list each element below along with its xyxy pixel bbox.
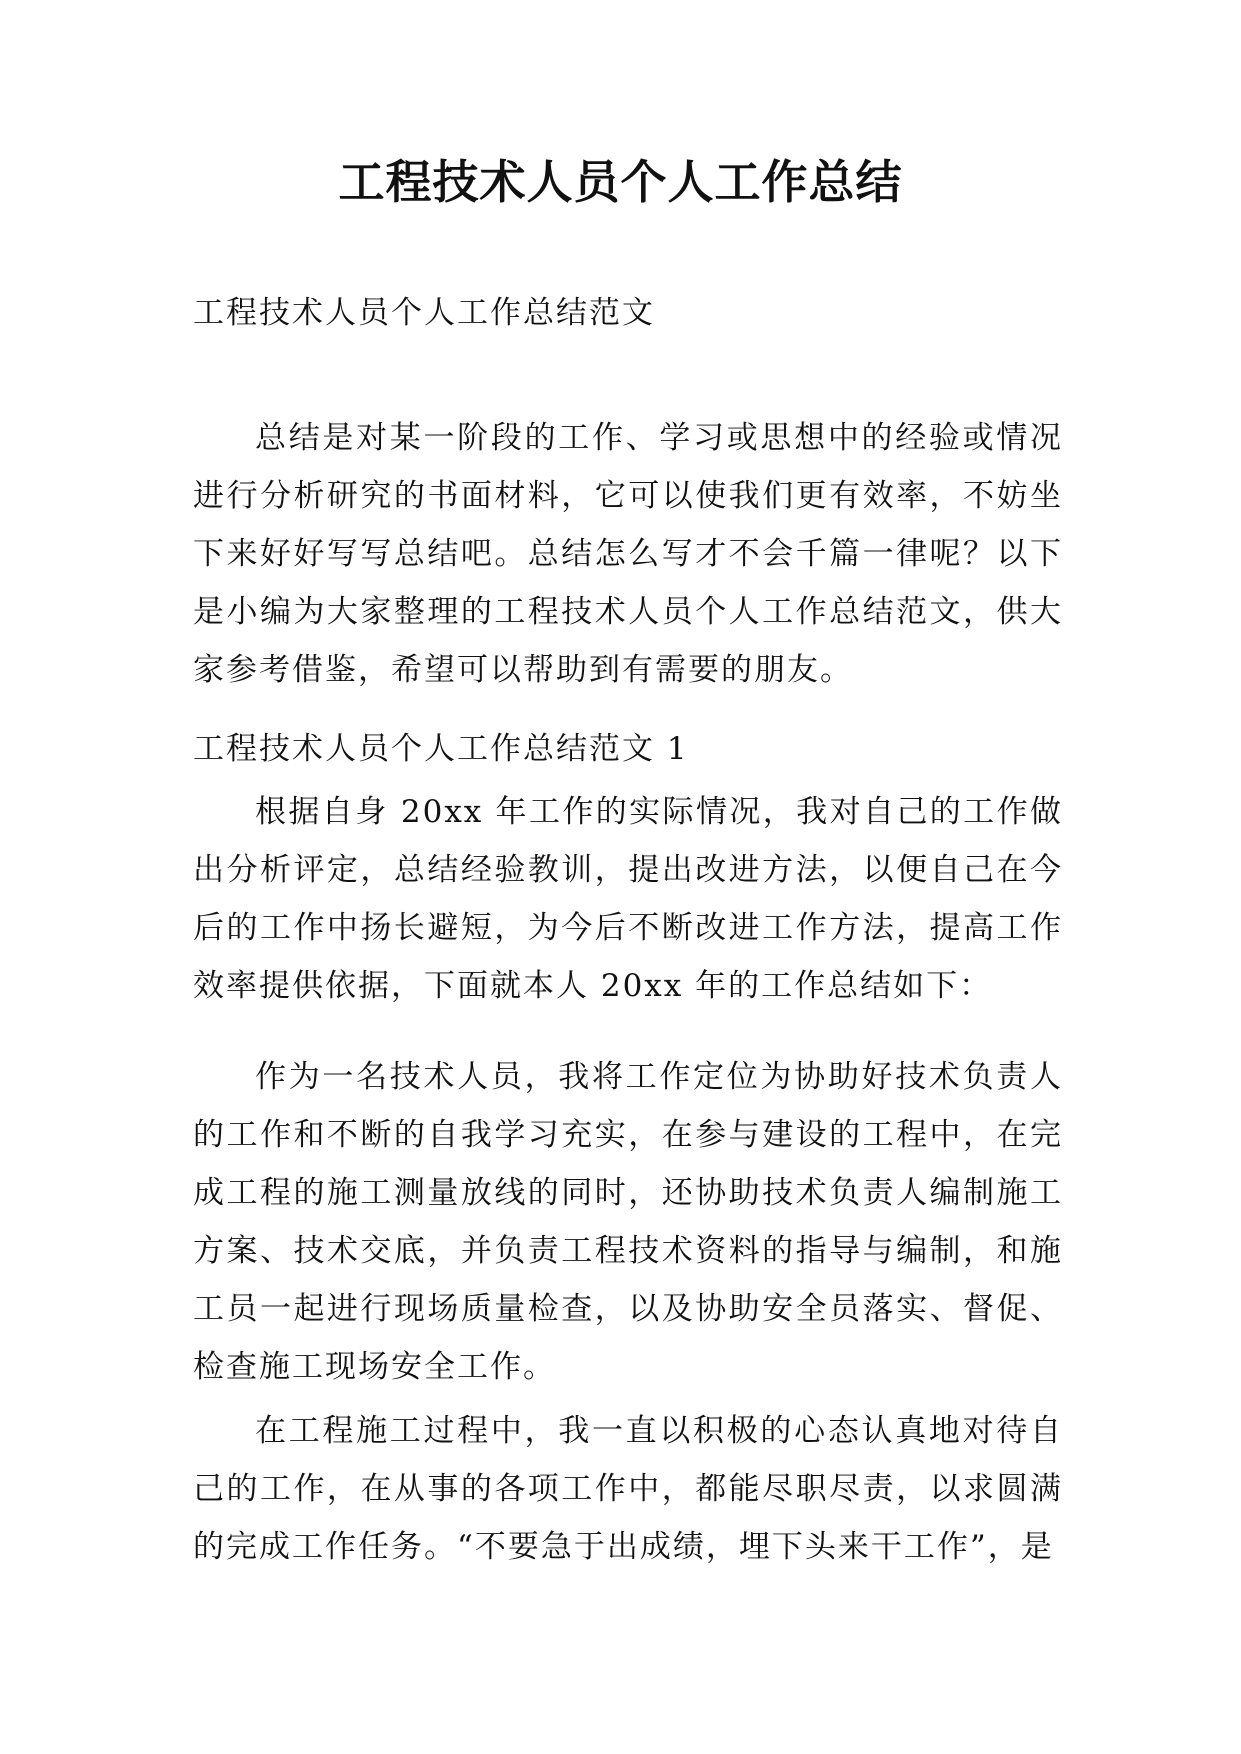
document-subtitle: 工程技术人员个人工作总结范文 <box>193 295 655 331</box>
section-heading: 工程技术人员个人工作总结范文 1 <box>193 731 689 767</box>
body-paragraph-2: 作为一名技术人员，我将工作定位为协助好技术负责人的工作和不断的自我学习充实，在参与建设的工程中，在完成工程的施工测量放线的同时，还协助技术负责人编制施工方案、技术交底，并负责工程技术资料的指导与编制，和施工员一起进行现场质量检查，以及协助安全员落实、督促、检查施工现场安全工作。 <box>193 1059 1063 1385</box>
intro-paragraph: 总结是对某一阶段的工作、学习或思想中的经验或情况进行分析研究的书面材料，它可以使我们更有效率，不妨坐下来好好写写总结吧。总结怎么写才不会千篇一律呢？以下是小编为大家整理的工程技术人员个人工作总结范文，供大家参考借鉴，希望可以帮助到有需要的朋友。 <box>193 420 1063 688</box>
body-paragraph-3: 在工程施工过程中，我一直以积极的心态认真地对待自己的工作，在从事的各项工作中，都能尽职尽责，以求圆满的完成工作任务。“不要急于出成绩，埋下头来干工作”，是 <box>193 1413 1063 1565</box>
body-paragraph-1: 根据自身 20xx 年工作的实际情况，我对自己的工作做出分析评定，总结经验教训，提出改进方法，以便自己在今后的工作中扬长避短，为今后不断改进工作方法，提高工作效率提供依据，下面就本人 20xx 年的工作总结如下： <box>193 794 1063 1004</box>
document-title: 工程技术人员个人工作总结 <box>338 155 903 209</box>
